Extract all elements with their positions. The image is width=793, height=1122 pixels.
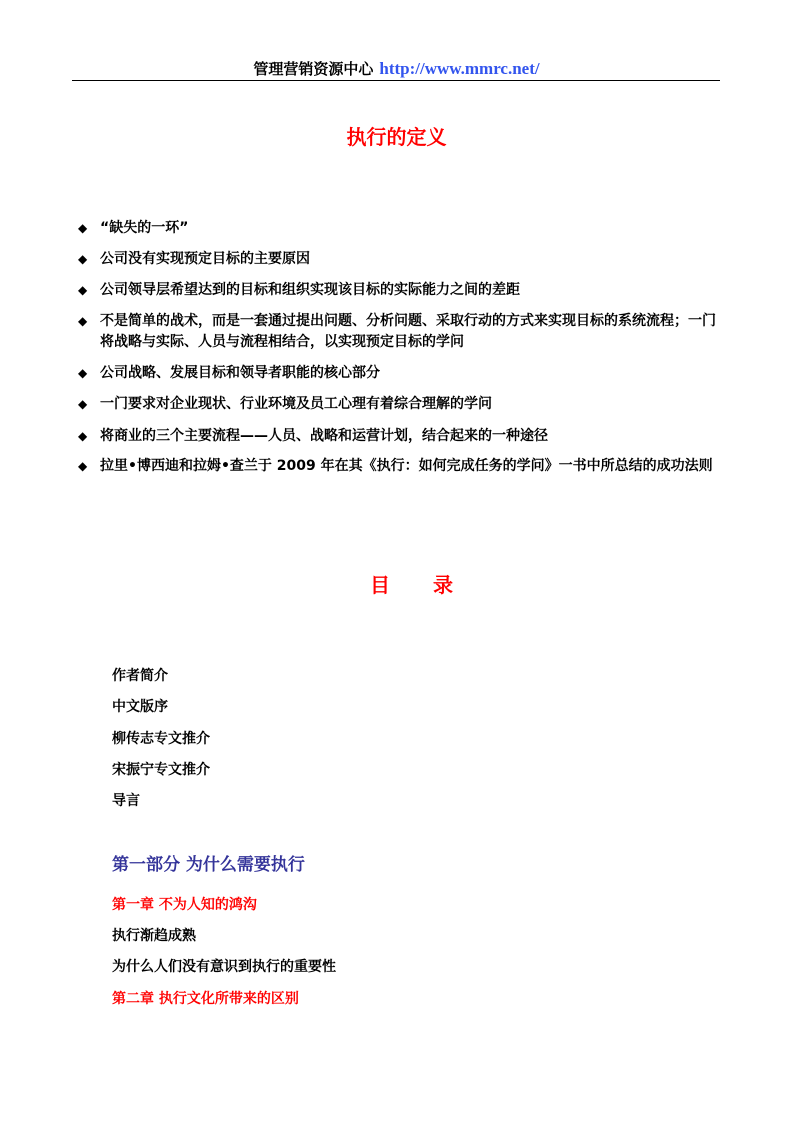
toc-chapter-2[interactable]: 第二章 执行文化所带来的区别 bbox=[112, 991, 299, 1007]
bullet-text: 公司领导层希望达到的目标和组织实现该目标的实际能力之间的差距 bbox=[100, 282, 520, 298]
header-url-link[interactable]: http://www.mmrc.net/ bbox=[379, 59, 540, 78]
toc-chapter-1[interactable]: 第一章 不为人知的鸿沟 bbox=[112, 897, 257, 913]
header-rule bbox=[72, 80, 720, 81]
bullet-text: 公司战略、发展目标和领导者职能的核心部分 bbox=[100, 365, 380, 381]
bullet-text: 拉里•博西迪和拉姆•查兰于 2009 年在其《执行：如何完成任务的学问》一书中所总结的成功法则 bbox=[100, 458, 713, 474]
bullet-text: “缺失的一环” bbox=[100, 220, 189, 236]
toc-item[interactable]: 执行渐趋成熟 bbox=[112, 928, 196, 944]
bullet-text: 将商业的三个主要流程——人员、战略和运营计划，结合起来的一种途径 bbox=[100, 428, 548, 444]
toc-item[interactable]: 为什么人们没有意识到执行的重要性 bbox=[112, 959, 336, 975]
bullet-item bbox=[78, 456, 720, 477]
page-header bbox=[0, 58, 793, 79]
bullet-text: 公司没有实现预定目标的主要原因 bbox=[100, 251, 310, 267]
bullet-item bbox=[78, 249, 720, 270]
diamond-icon: ◆ bbox=[78, 459, 88, 473]
bullet-item bbox=[78, 218, 720, 239]
toc-item[interactable]: 作者简介 bbox=[112, 668, 168, 684]
toc-item[interactable]: 柳传志专文推介 bbox=[112, 731, 210, 747]
toc-part-1[interactable]: 第一部分 为什么需要执行 bbox=[112, 855, 305, 875]
bullet-item bbox=[78, 280, 720, 301]
bullet-text: 不是简单的战术，而是一套通过提出问题、分析问题、采取行动的方式来实现目标的系统流程；一门将战略与实际、人员与流程相结合，以实现预定目标的学问 bbox=[100, 313, 716, 350]
diamond-icon: ◆ bbox=[78, 283, 88, 297]
bullet-item bbox=[78, 394, 720, 415]
toc-title-char-2: 录 bbox=[433, 573, 453, 597]
header-org: 管理营销资源中心 bbox=[253, 60, 374, 78]
diamond-icon: ◆ bbox=[78, 314, 88, 328]
definition-title: 执行的定义 bbox=[346, 125, 447, 149]
toc-item[interactable]: 中文版序 bbox=[112, 699, 168, 715]
bullet-item bbox=[78, 363, 720, 384]
diamond-icon: ◆ bbox=[78, 221, 88, 235]
bullet-item bbox=[78, 426, 720, 447]
toc-item[interactable]: 导言 bbox=[112, 793, 140, 809]
bullet-item bbox=[78, 311, 720, 353]
diamond-icon: ◆ bbox=[78, 252, 88, 266]
toc-item[interactable]: 宋振宁专文推介 bbox=[112, 762, 210, 778]
diamond-icon: ◆ bbox=[78, 397, 88, 411]
diamond-icon: ◆ bbox=[78, 366, 88, 380]
diamond-icon: ◆ bbox=[78, 429, 88, 443]
bullet-text: 一门要求对企业现状、行业环境及员工心理有着综合理解的学问 bbox=[100, 396, 492, 412]
toc-title-char-1: 目 bbox=[370, 573, 390, 597]
